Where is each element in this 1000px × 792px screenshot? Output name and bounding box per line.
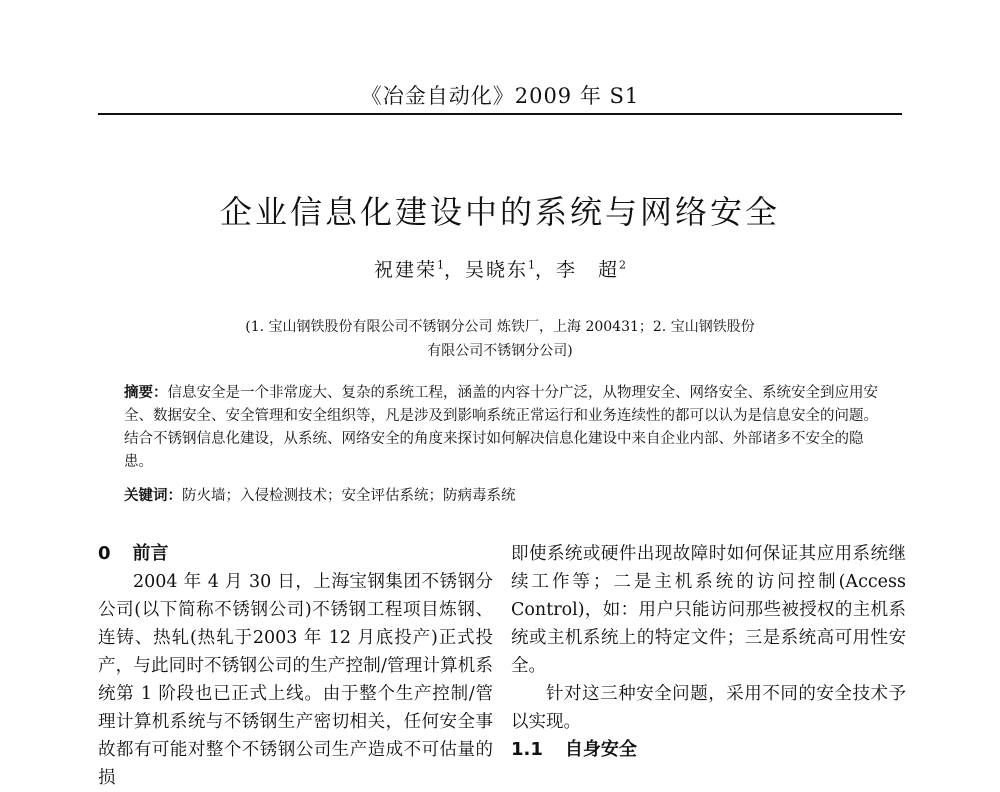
author-separator: ， [535,259,557,281]
subsection-title: 自身安全 [564,739,637,760]
abstract-text: 信息安全是一个非常庞大、复杂的系统工程，涵盖的内容十分广泛，从物理安全、网络安全、系统安全到应用安全、数据安全、安全管理和安全组织等，凡是涉及到影响系统正常运行和业务连续性的都可以认为是信息安全的问题。结合不锈钢信息化建设，从系统、网络安全的角度来探讨如何解决信息化建设中来自企业内部、外部诸多不安全的隐患。 [124,385,878,470]
body-paragraph: 2004 年 4 月 30 日，上海宝钢集团不锈钢分公司(以下简称不锈钢公司)不锈钢工程项目炼钢、连铸、热轧(热轧于2003 年 12 月底投产)正式投产，与此同时不锈钢公司的生产控制/管理计算机系统第 1 阶段也已正式上线。由于整个生产控制/管理计算机系统与不锈钢生产密切相关，任何安全事故都有可能对整个不锈钢公司生产造成不可估量的损 [98,572,493,788]
section-heading [98,540,493,568]
author-affiliation-mark: 1 [528,258,535,272]
right-column [511,540,906,764]
section-number: 0 [98,543,111,564]
subsection-number: 1.1 [511,739,543,760]
affiliation-line-2: 有限公司不锈钢分公司) [427,343,573,359]
author-affiliation-mark: 2 [619,258,627,272]
author-affiliation-mark: 1 [436,258,444,272]
author-name: 吴晓东 [464,259,528,281]
journal-header: 《冶金自动化》2009 年 S1 [360,84,640,108]
abstract-label: 摘要： [124,385,168,401]
body-paragraph: 针对这三种安全问题，采用不同的安全技术予以实现。 [511,684,906,732]
keywords-label: 关键词： [124,488,182,504]
keywords [124,484,884,505]
section-title: 前言 [132,543,169,564]
body-paragraph: 即使系统或硬件出现故障时如何保证其应用系统继续工作等；二是主机系统的访问控制(Access Control)，如：用户只能访问那些被授权的主机系统或主机系统上的特定文件；三是系统高可用性安全。 [511,544,906,676]
author-name: 李 超 [556,259,620,281]
author-list [0,255,1000,282]
abstract [124,382,884,474]
author-name: 祝建荣 [373,259,437,281]
keywords-text: 防火墙；入侵检测技术；安全评估系统；防病毒系统 [182,488,516,504]
author-separator: ， [443,259,465,281]
header-rule [98,113,902,115]
affiliation-line-1: (1. 宝山钢铁股份有限公司不锈钢分公司 炼铁厂，上海 200431；2. 宝山钢铁股份 [245,319,755,335]
left-column [98,540,493,792]
paper-title: 企业信息化建设中的系统与网络安全 [219,193,780,231]
